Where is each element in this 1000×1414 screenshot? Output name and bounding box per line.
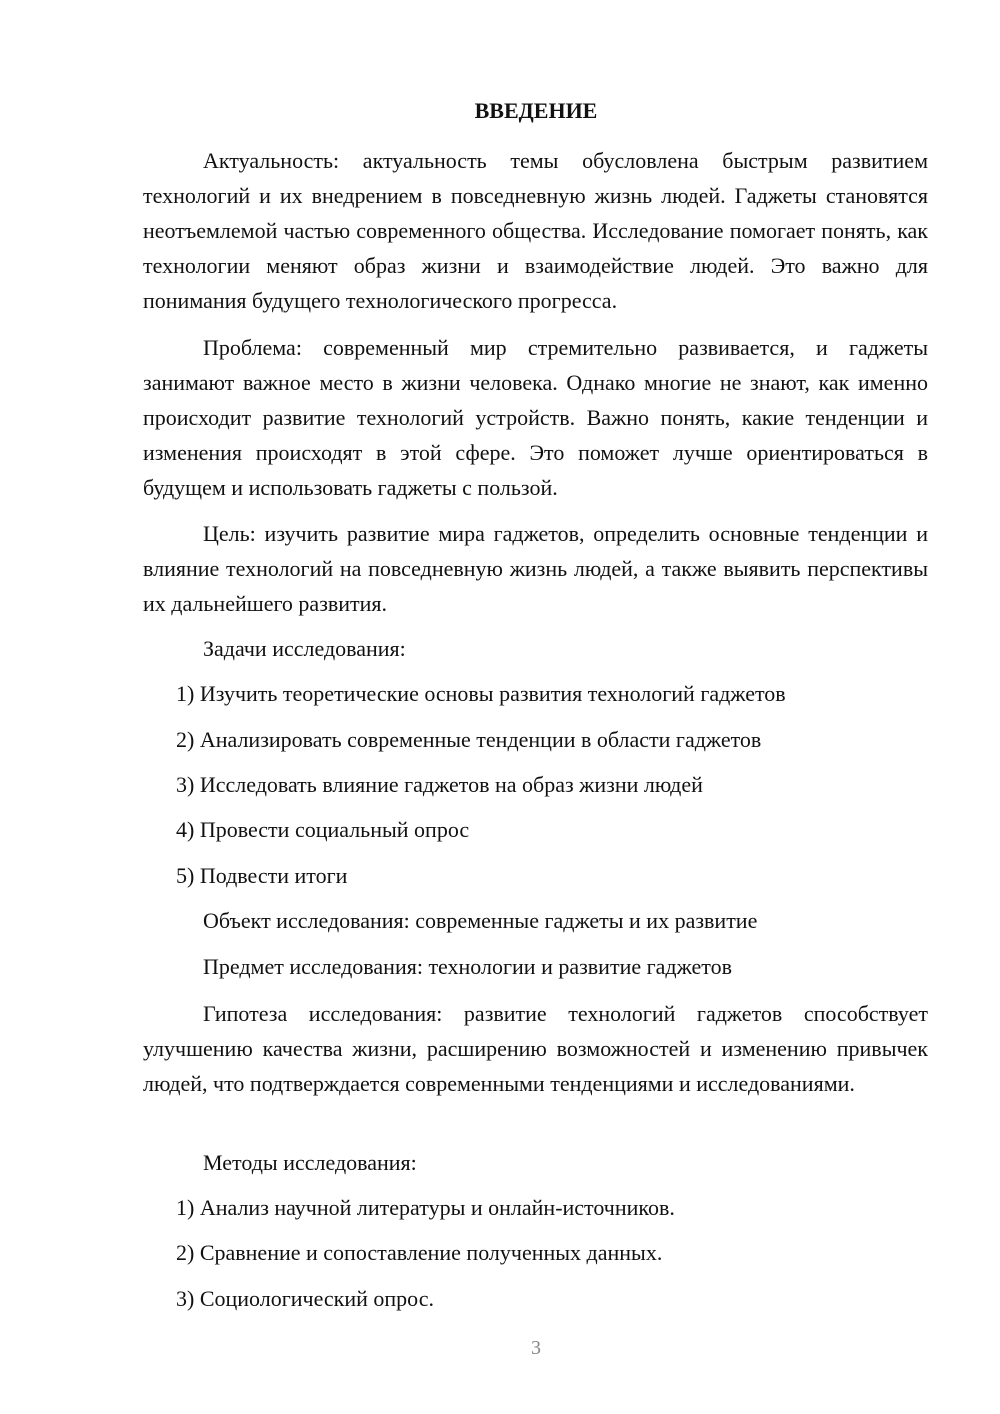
- research-subject: Предмет исследования: технологии и развитие гаджетов: [203, 954, 732, 979]
- tasks-heading: Задачи исследования:: [203, 636, 406, 661]
- page-number: 3: [531, 1337, 541, 1359]
- task-item: 3) Исследовать влияние гаджетов на образ жизни людей: [176, 772, 703, 797]
- method-item: 1) Анализ научной литературы и онлайн-источников.: [176, 1195, 675, 1220]
- problem-paragraph: Проблема: современный мир стремительно развивается, и гаджеты занимают важное место в жизни человека. Однако многие не знают, как именно происходит развитие технологий устройств. Важно понять, какие тенденции и изменения происходят в этой сфере. Это поможет лучше ориентироваться в будущем и использовать гаджеты с пользой.: [143, 335, 928, 500]
- method-item: 2) Сравнение и сопоставление полученных данных.: [176, 1240, 663, 1265]
- research-object: Объект исследования: современные гаджеты и их развитие: [203, 908, 758, 933]
- task-item: 5) Подвести итоги: [176, 863, 348, 888]
- goal-paragraph: Цель: изучить развитие мира гаджетов, определить основные тенденции и влияние технологий на повседневную жизнь людей, а также выявить перспективы их дальнейшего развития.: [143, 521, 928, 616]
- section-title: ВВЕДЕНИЕ: [474, 98, 598, 123]
- task-item: 4) Провести социальный опрос: [176, 817, 470, 842]
- methods-heading: Методы исследования:: [203, 1150, 417, 1175]
- method-item: 3) Социологический опрос.: [176, 1286, 434, 1311]
- hypothesis-paragraph: Гипотеза исследования: развитие технологий гаджетов способствует улучшению качества жизни, расширению возможностей и изменению привычек людей, что подтверждается современными тенденциями и исследованиями.: [143, 1001, 928, 1096]
- relevance-paragraph: Актуальность: актуальность темы обусловлена быстрым развитием технологий и их внедрением в повседневную жизнь людей. Гаджеты становятся неотъемлемой частью современного общества. Исследование помогает понять, как технологии меняют образ жизни и взаимодействие людей. Это важно для понимания будущего технологического прогресса.: [143, 148, 928, 313]
- task-item: 2) Анализировать современные тенденции в области гаджетов: [176, 727, 762, 752]
- task-item: 1) Изучить теоретические основы развития технологий гаджетов: [176, 681, 786, 706]
